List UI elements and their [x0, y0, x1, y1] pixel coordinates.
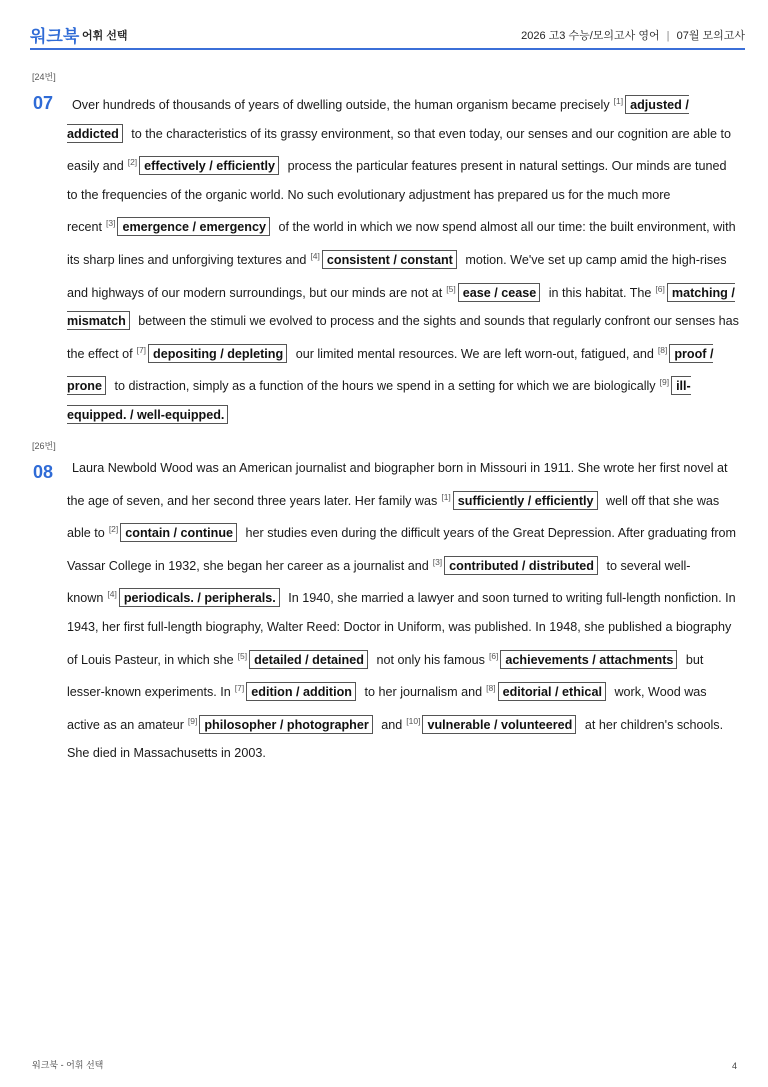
exam-title: 2026 고3 수능/모의고사 영어 [521, 30, 660, 42]
blank-marker-3: [3] [432, 556, 443, 567]
choice-box-7[interactable]: edition / addition [246, 682, 356, 701]
choice-box-9[interactable]: philosopher / photographer [199, 715, 372, 734]
passage-text: motion. We've set up camp amid the high-rises and highways of our modern surroundings, but our minds are not at [67, 252, 727, 300]
question-08-number: 08 [33, 462, 54, 482]
choice-box-1[interactable]: adjusted / addicted [67, 95, 689, 143]
passage-text: of the world in which we now spend almost all our time: the built environment, with its sharp lines and unforgiving textures and [67, 220, 736, 267]
passage-text: well off that she was able to [67, 493, 720, 541]
passage-text: to distraction, simply as a function of the hours we spend in a setting for which we are biologically [114, 379, 656, 394]
choice-box-6[interactable]: matching / mismatch [67, 283, 735, 331]
choice-box-2[interactable]: effectively / efficiently [139, 156, 279, 175]
footer-label: 워크북 - 어휘 선택 [32, 1060, 104, 1070]
passage-text: to her journalism and [364, 685, 483, 700]
passage-text: between the stimuli we evolved to process and the sights and sounds that regularly confront our senses has the effect of [67, 314, 739, 361]
blank-marker-7: [7] [136, 344, 147, 355]
choice-box-1[interactable]: sufficiently / efficiently [453, 491, 598, 510]
choice-box-6[interactable]: achievements / attachments [500, 650, 677, 669]
blank-marker-1: [1] [613, 96, 624, 106]
choice-box-7[interactable]: depositing / depleting [148, 344, 287, 363]
passage-text: Laura Newbold Wood was an American journalist and biographer born in Missouri in 1911. She wrote her first novel at the age of seven, and her second three years later. Her family was [67, 461, 728, 508]
choice-box-9[interactable]: ill-equipped. / well-equipped. [67, 376, 691, 424]
passage-text: Over hundreds of thousands of years of dwelling outside, the human organism became precisely [72, 98, 610, 112]
header-separator: | [666, 30, 670, 42]
passage-text: to several well-known [67, 558, 691, 606]
choice-box-5[interactable]: ease / cease [458, 283, 541, 302]
blank-marker-5: [5] [446, 283, 456, 294]
passage-text: in this habitat. The [548, 285, 652, 300]
blank-marker-8: [8] [486, 683, 496, 694]
choice-box-8[interactable]: editorial / ethical [498, 682, 606, 701]
blank-marker-1: [1] [441, 491, 451, 502]
choice-box-4[interactable]: consistent / constant [322, 250, 457, 269]
passage-text: process the particular features present in natural settings. Our minds are tuned to the frequencies of the organic world. No such evolutionary adjustment has prepared us for the much more recent [67, 159, 727, 235]
blank-marker-4: [4] [310, 250, 320, 261]
blank-marker-7: [7] [234, 683, 245, 694]
workbook-type: 어휘 선택 [82, 30, 128, 42]
choice-box-4[interactable]: periodicals. / peripherals. [119, 588, 280, 607]
brand-logo: 워크북 [30, 27, 80, 46]
choice-box-5[interactable]: detailed / detained [249, 650, 368, 669]
passage-text: our limited mental resources. We are left worn-out, fatigued, and [295, 346, 654, 361]
question-07-number: 07 [33, 93, 54, 113]
choice-box-3[interactable]: emergence / emergency [117, 217, 270, 236]
blank-marker-8: [8] [657, 344, 668, 355]
passage-text: her studies even during the difficult years of the Great Depression. After graduating from Vassar College in 1932, she began her career as a journalist and [67, 526, 737, 573]
passage-text: work, Wood was active as an amateur [67, 685, 707, 732]
question-08-passage [67, 454, 739, 768]
choice-box-3[interactable]: contributed / distributed [444, 556, 598, 575]
page-number: 4 [731, 1061, 737, 1071]
passage-text: at her children's schools. She died in Massachusetts in 2003. [67, 717, 724, 761]
page-header [30, 18, 745, 50]
passage-text: In 1940, she married a lawyer and soon turned to writing full-length nonfiction. In 1943, her first full-length biography, Walter Reed: Doctor in Uniform, was published. In 1948, she published a biography of Louis Pasteur, in which she [67, 591, 736, 667]
blank-marker-9: [9] [659, 377, 670, 388]
blank-marker-4: [4] [107, 589, 117, 600]
blank-marker-6: [6] [488, 650, 499, 661]
choice-box-10[interactable]: vulnerable / volunteered [422, 715, 576, 734]
blank-marker-5: [5] [237, 650, 248, 661]
choice-box-2[interactable]: contain / continue [120, 523, 237, 542]
passage-text: to the characteristics of its grassy environment, so that even today, our senses and our cognition are able to easily and [67, 126, 731, 174]
passage-text: and [381, 717, 403, 732]
blank-marker-3: [3] [106, 218, 116, 229]
blank-marker-10: [10] [406, 715, 421, 726]
blank-marker-9: [9] [187, 715, 198, 726]
question-07-reference: [24번] [32, 72, 56, 82]
exam-info [521, 27, 745, 43]
blank-marker-2: [2] [127, 157, 138, 168]
blank-marker-2: [2] [108, 524, 119, 535]
choice-box-8[interactable]: proof / prone [67, 344, 713, 396]
exam-month: 07월 모의고사 [676, 30, 745, 42]
question-07-passage [67, 87, 739, 430]
blank-marker-6: [6] [655, 283, 665, 294]
question-08-reference: [26번] [32, 441, 56, 451]
passage-text: not only his famous [376, 652, 485, 667]
passage-text: but lesser-known experiments. In [67, 652, 704, 700]
